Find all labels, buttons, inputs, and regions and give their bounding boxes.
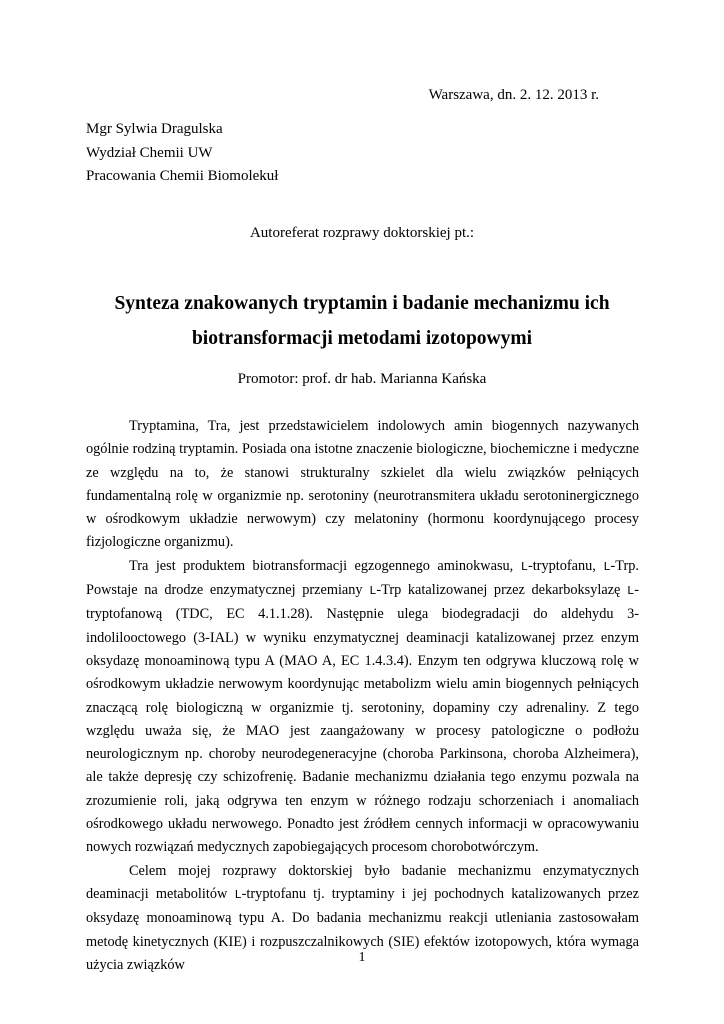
sender-lab: Pracowania Chemii Biomolekuł (86, 168, 279, 184)
paragraph-3: Celem mojej rozprawy doktorskiej było badanie mechanizmu enzymatycznych deaminacji metabolitów L-tryptofanu tj. tryptaminy i jej pochodnych katalizowanych przez oksydazę monoaminową typu A. Do badania mechanizmu reakcji utleniania zastosowałam metodę kinetycznych (KIE) i rozpuszczalnikowych (SIE) efektów izotopowych, która wymaga użycia związków (86, 862, 639, 973)
promotor-line: Promotor: prof. dr hab. Marianna Kańska (237, 371, 487, 387)
paragraph-2: Tra jest produktem biotransformacji egzogennego aminokwasu, L-tryptofanu, L-Trp. Powstaje na drodze enzymatycznej przemiany L-Trp katalizowanej przez dekarboksylazę L-tryptofanową (TDC, EC 4.1.1.28). Następnie ulega biodegradacji do aldehydu 3-indolilooctowego (3-IAL) w wyniku enzymatycznej deaminacji katalizowanej przez enzym oksydazę monoaminową typu A (MAO A, EC 1.4.3.4). Enzym ten odgrywa kluczową rolę w ośrodkowym układzie nerwowym koordynując metabolizm wielu amin biogennych pełniących znaczącą rolę biologiczną w organizmie tj. serotoniny, dopaminy czy adrenaliny. Z tego względu uważa się, że MAO jest zaangażowany w procesy patologiczne o podłożu neurologicznym np. choroby neurodegeneracyjne (choroba Parkinsona, choroba Alzheimera), ale także depresję czy schizofrenię. Badanie mechanizmu działania tego enzymu pozwala na zrozumienie roli, jaką odgrywa ten enzym w różnego rodzaju schorzeniach i anomaliach ośrodkowego układu nerwowego. Ponadto jest źródłem cennych informacji w opracowywaniu nowych rozwiązań medycznych zapobiegających procesom chorobotwórczym. (86, 557, 640, 856)
thesis-title-line-1: Synteza znakowanych tryptamin i badanie mechanizmu ich (114, 293, 610, 314)
page-number: 1 (358, 950, 366, 965)
document-subtitle: Autoreferat rozprawy doktorskiej pt.: (249, 225, 475, 241)
thesis-title (60, 286, 664, 356)
paragraph-1: Tryptamina, Tra, jest przedstawicielem indolowych amin biogennych nazywanych ogólnie rodziną tryptamin. Posiada ona istotne znaczenie biologiczne, biochemiczne i medyczne ze względu na to, że stanowi strukturalny szkielet dla wielu związków pełniących fundamentalną rolę w organizmie np. serotoniny (neurotransmitera układu serotoninergicznego w ośrodkowym układzie nerwowym) czy melatoniny (hormonu koordynującego procesy fizjologiczne organizmu). (86, 418, 639, 551)
sender-name: Mgr Sylwia Dragulska (86, 121, 223, 137)
sender-block (86, 118, 278, 189)
sender-faculty: Wydział Chemii UW (86, 144, 213, 161)
body-text (86, 415, 639, 977)
thesis-title-line-2: biotransformacji metodami izotopowymi (191, 328, 533, 349)
date-line: Warszawa, dn. 2. 12. 2013 r. (428, 87, 599, 103)
